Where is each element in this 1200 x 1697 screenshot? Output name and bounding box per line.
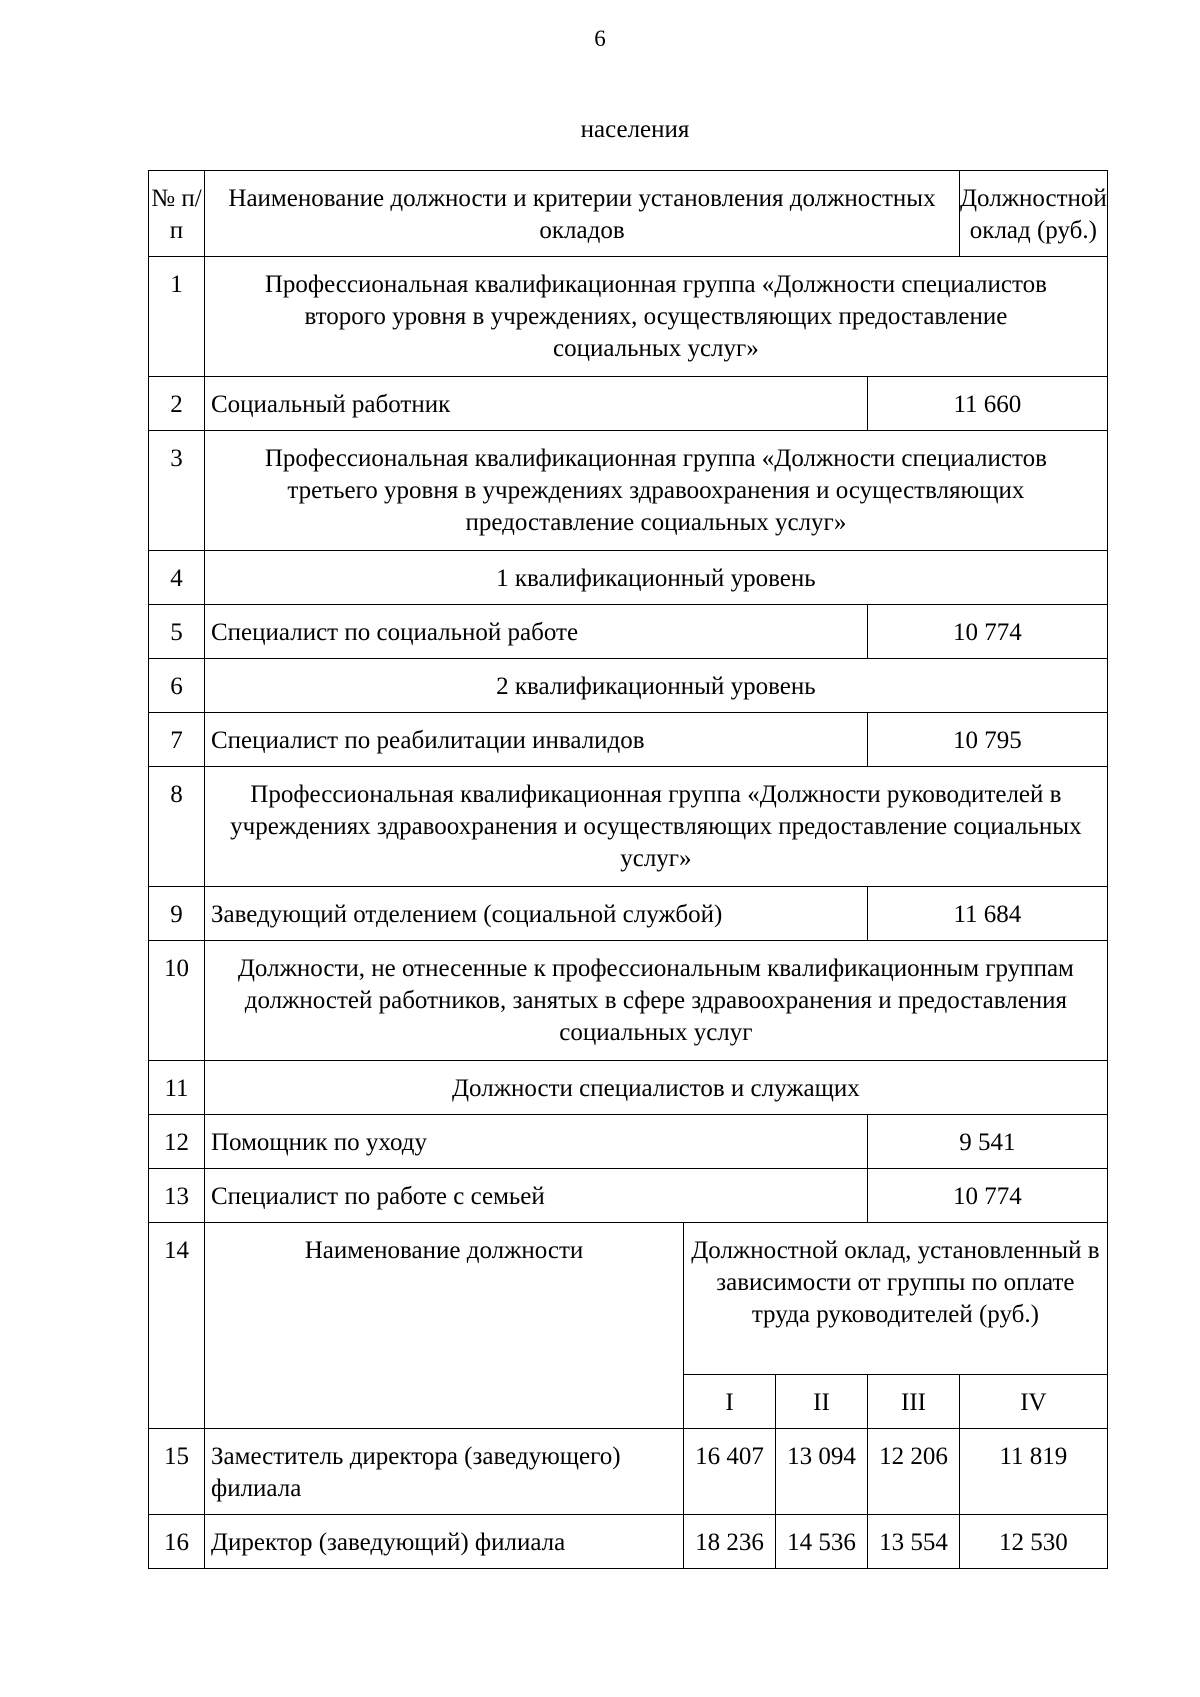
salary-table xyxy=(148,170,1108,1569)
position-name: Специалист по социальной работе xyxy=(205,605,868,659)
salary-value: 14 536 xyxy=(776,1515,868,1569)
header-salary: Должностной оклад (руб.) xyxy=(960,171,1108,257)
row-number: 15 xyxy=(149,1429,205,1515)
table-row xyxy=(149,377,1108,431)
table-row xyxy=(149,1169,1108,1223)
row-number: 13 xyxy=(149,1169,205,1223)
salary-value: 10 774 xyxy=(868,1169,1108,1223)
row-number: 1 xyxy=(149,257,205,377)
row-number: 3 xyxy=(149,431,205,551)
header-name: Наименование должности и критерии установления должностных окладов xyxy=(205,171,960,257)
page-number: 6 xyxy=(594,26,606,51)
row-number: 14 xyxy=(149,1223,205,1429)
position-name: Специалист по реабилитации инвалидов xyxy=(205,713,868,767)
salary-value: 9 541 xyxy=(868,1115,1108,1169)
salary-value: 11 819 xyxy=(960,1429,1108,1515)
table-row xyxy=(149,1223,1108,1375)
row-number: 9 xyxy=(149,887,205,941)
salary-value: 13 554 xyxy=(868,1515,960,1569)
subheader-salary: Должностной оклад, установленный в зависимости от группы по оплате труда руководителей (руб.) xyxy=(684,1223,1108,1375)
table-row xyxy=(149,1061,1108,1115)
group-title: Профессиональная квалификационная группа «Должности специалистов второго уровня в учреждениях, осуществляющих предоставление социальных услуг» xyxy=(205,257,1108,377)
table-row xyxy=(149,713,1108,767)
group-label: I xyxy=(684,1375,776,1429)
level-title: Должности специалистов и служащих xyxy=(205,1061,1108,1115)
table-row xyxy=(149,887,1108,941)
group-title: Должности, не отнесенные к профессиональным квалификационным группам должностей работников, занятых в сфере здравоохранения и предоставления социальных услуг xyxy=(205,941,1108,1061)
row-number: 12 xyxy=(149,1115,205,1169)
salary-value: 11 684 xyxy=(868,887,1108,941)
row-number: 5 xyxy=(149,605,205,659)
salary-value: 10 774 xyxy=(868,605,1108,659)
salary-value: 13 094 xyxy=(776,1429,868,1515)
group-label: III xyxy=(868,1375,960,1429)
row-number: 10 xyxy=(149,941,205,1061)
salary-value: 18 236 xyxy=(684,1515,776,1569)
position-name: Социальный работник xyxy=(205,377,868,431)
table-row xyxy=(149,767,1108,887)
table-row xyxy=(149,941,1108,1061)
page-heading: населения xyxy=(580,116,690,143)
position-name: Директор (заведующий) филиала xyxy=(205,1515,684,1569)
level-title: 1 квалификационный уровень xyxy=(205,551,1108,605)
row-number: 2 xyxy=(149,377,205,431)
salary-value: 12 530 xyxy=(960,1515,1108,1569)
position-name: Заместитель директора (заведующего) филиала xyxy=(205,1429,684,1515)
row-number: 8 xyxy=(149,767,205,887)
table-row xyxy=(149,605,1108,659)
position-name: Заведующий отделением (социальной службой) xyxy=(205,887,868,941)
group-title: Профессиональная квалификационная группа «Должности специалистов третьего уровня в учреждениях здравоохранения и осуществляющих предоставление социальных услуг» xyxy=(205,431,1108,551)
group-label: IV xyxy=(960,1375,1108,1429)
header-number: № п/п xyxy=(149,171,205,257)
level-title: 2 квалификационный уровень xyxy=(205,659,1108,713)
position-name: Специалист по работе с семьей xyxy=(205,1169,868,1223)
row-number: 4 xyxy=(149,551,205,605)
group-title: Профессиональная квалификационная группа «Должности руководителей в учреждениях здравоохранения и осуществляющих предоставление социальных услуг» xyxy=(205,767,1108,887)
group-label: II xyxy=(776,1375,868,1429)
table-header-row xyxy=(149,171,1108,257)
salary-value: 10 795 xyxy=(868,713,1108,767)
table-row xyxy=(149,431,1108,551)
table-row xyxy=(149,1515,1108,1569)
subheader-name: Наименование должности xyxy=(205,1223,684,1429)
table-row xyxy=(149,659,1108,713)
row-number: 11 xyxy=(149,1061,205,1115)
salary-value: 11 660 xyxy=(868,377,1108,431)
salary-value: 12 206 xyxy=(868,1429,960,1515)
table-row xyxy=(149,1115,1108,1169)
position-name: Помощник по уходу xyxy=(205,1115,868,1169)
salary-value: 16 407 xyxy=(684,1429,776,1515)
row-number: 16 xyxy=(149,1515,205,1569)
row-number: 7 xyxy=(149,713,205,767)
table-row xyxy=(149,257,1108,377)
table-row xyxy=(149,1429,1108,1515)
table-row xyxy=(149,551,1108,605)
row-number: 6 xyxy=(149,659,205,713)
